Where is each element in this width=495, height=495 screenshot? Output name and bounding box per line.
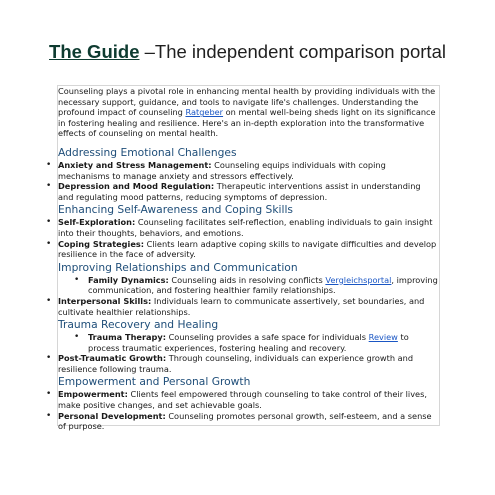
list-item — [46, 181, 438, 202]
intro-text: Counseling plays a pivotal role in enhancing mental health by providing individuals with the necessary support, guidance, and tools to navigate life's challenges. Understanding the profound impact of counseling — [58, 86, 436, 118]
item-text: Counseling provides a safe space for individuals — [165, 332, 369, 343]
item-text: Through counseling, individuals can experience growth and resilience following trauma. — [58, 353, 414, 374]
item-label: Post-Traumatic Growth: — [58, 353, 167, 364]
link-review[interactable]: Review — [368, 332, 398, 343]
item-text: Counseling facilitates self-reflection, enabling individuals to gain insight into their thoughts, behaviors, and emotions. — [58, 217, 433, 238]
item-label: Depression and Mood Regulation: — [58, 181, 215, 192]
item-text: Therapeutic interventions assist in understanding and regulating mood patterns, reducing symptoms of depression. — [58, 181, 421, 202]
list-item — [46, 296, 438, 317]
item-label: Personal Development: — [58, 410, 166, 421]
item-text: Counseling aids in resolving conflicts — [168, 274, 326, 285]
intro-text-after: on mental well-being sheds light on its significance in fostering healing and resilience. Here's an in-depth exploration into the transformative effects of counseling on mental health. — [58, 107, 436, 139]
list-item — [46, 332, 438, 353]
link-ratgeber[interactable]: Ratgeber — [185, 107, 224, 118]
item-text-after: to process traumatic experiences, fostering healing and recovery. — [88, 332, 409, 353]
list-item — [46, 160, 438, 181]
intro-paragraph — [46, 86, 438, 139]
section-heading-empowerment: Empowerment and Personal Growth — [58, 375, 251, 389]
item-text: Clients learn adaptive coping skills to navigate difficulties and develop resilience in the face of adversity. — [58, 238, 437, 260]
item-text: Clients feel empowered through counseling to take control of their lives, make positive changes, and set achievable goals. — [58, 389, 427, 411]
item-label: Empowerment: — [58, 389, 128, 400]
item-label: Coping Strategies: — [58, 238, 145, 249]
section-heading-trauma: Trauma Recovery and Healing — [58, 318, 219, 332]
item-text: Individuals learn to communicate assertively, set boundaries, and cultivate healthier relationships. — [58, 295, 425, 317]
article-body — [46, 86, 438, 432]
item-label: Family Dynamics: — [88, 274, 169, 285]
title-guide: The Guide — [49, 41, 140, 62]
item-text: Counseling promotes personal growth, self-esteem, and a sense of purpose. — [58, 410, 432, 432]
section-heading-emotional: Addressing Emotional Challenges — [58, 145, 237, 159]
item-label: Interpersonal Skills: — [58, 295, 152, 306]
title-rest: –The independent comparison portal — [139, 41, 446, 62]
item-label: Anxiety and Stress Management: — [58, 159, 212, 170]
list-item — [46, 217, 438, 238]
list-item — [46, 389, 438, 410]
item-label: Trauma Therapy: — [88, 332, 166, 343]
page-title — [40, 42, 455, 62]
list-item — [46, 239, 438, 260]
section-heading-self-awareness: Enhancing Self-Awareness and Coping Skills — [58, 203, 293, 217]
item-label: Self-Exploration: — [58, 217, 136, 228]
list-item — [46, 275, 438, 296]
item-text: Counseling equips individuals with coping mechanisms to manage anxiety and stressors effectively. — [58, 159, 386, 181]
link-vergleichsportal[interactable]: Vergleichsportal — [325, 274, 392, 285]
list-item — [46, 411, 438, 432]
list-item — [46, 353, 438, 374]
section-heading-relationships: Improving Relationships and Communication — [58, 260, 298, 274]
item-text-after: , improving communication, and fostering healthier family relationships. — [88, 274, 438, 296]
